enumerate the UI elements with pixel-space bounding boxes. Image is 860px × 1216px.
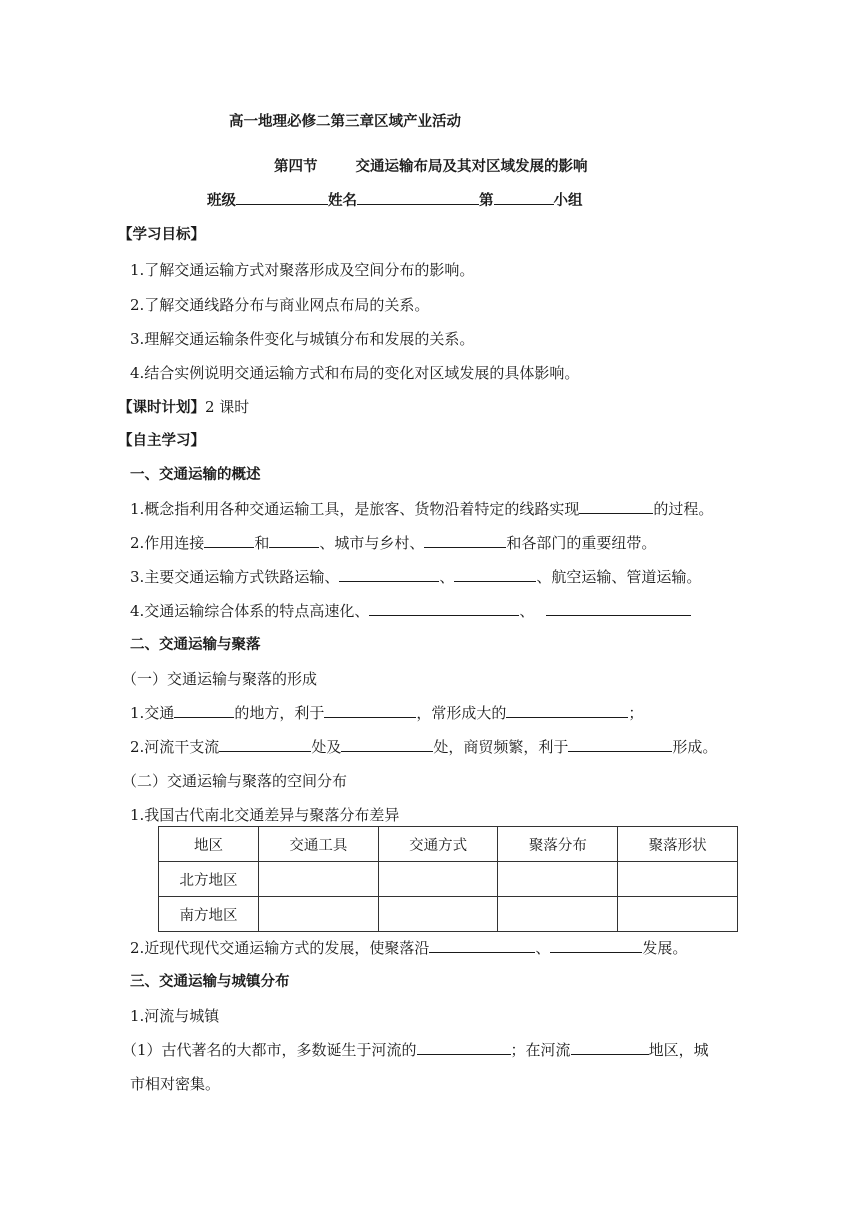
text: 、航空运输、管道运输。 bbox=[536, 568, 702, 586]
table-header-cell: 交通工具 bbox=[258, 827, 378, 862]
part2-line1 bbox=[130, 703, 643, 723]
part2-subheading-2: （二）交通运输与聚落的空间分布 bbox=[122, 772, 348, 790]
fill-blank[interactable] bbox=[429, 938, 535, 953]
settlement-comparison-table bbox=[158, 826, 738, 932]
fill-blank[interactable] bbox=[568, 737, 672, 752]
fill-blank[interactable] bbox=[506, 703, 628, 718]
table-cell[interactable] bbox=[498, 897, 618, 932]
table-row bbox=[159, 862, 738, 897]
text: 、 bbox=[535, 939, 551, 957]
student-info-line bbox=[207, 190, 583, 211]
class-blank[interactable] bbox=[236, 190, 328, 205]
part2-heading: 二、交通运输与聚落 bbox=[130, 637, 261, 653]
objective-item: 4.结合实例说明交通运输方式和布局的变化对区域发展的具体影响。 bbox=[130, 364, 580, 382]
table-cell[interactable] bbox=[618, 862, 738, 897]
text: 、 bbox=[439, 568, 455, 586]
row-label-south: 南方地区 bbox=[159, 897, 259, 932]
text: 和 bbox=[254, 534, 270, 552]
text: 发展。 bbox=[642, 939, 688, 957]
text: 3.主要交通运输方式铁路运输、 bbox=[130, 568, 340, 586]
table-cell[interactable] bbox=[498, 862, 618, 897]
fill-blank[interactable] bbox=[369, 601, 519, 616]
fill-blank[interactable] bbox=[571, 1040, 649, 1055]
fill-blank[interactable] bbox=[219, 737, 311, 752]
text: 1.交通 bbox=[130, 704, 175, 722]
part3-line1: 1.河流与城镇 bbox=[130, 1007, 220, 1025]
part3-line2 bbox=[122, 1040, 709, 1060]
part1-line2 bbox=[130, 533, 656, 553]
objective-item: 2.了解交通线路分布与商业网点布局的关系。 bbox=[130, 296, 430, 314]
part1-heading: 一、交通运输的概述 bbox=[130, 467, 261, 483]
text: 形成。 bbox=[672, 738, 718, 756]
table-header-row bbox=[159, 827, 738, 862]
part1-line3 bbox=[130, 567, 701, 587]
fill-blank[interactable] bbox=[204, 533, 254, 548]
part2-line2 bbox=[130, 737, 717, 757]
class-label: 班级 bbox=[207, 193, 236, 209]
table-cell[interactable] bbox=[258, 897, 378, 932]
group-blank[interactable] bbox=[494, 190, 554, 205]
name-blank[interactable] bbox=[357, 190, 479, 205]
fill-blank[interactable] bbox=[454, 567, 536, 582]
text: 处及 bbox=[311, 738, 342, 756]
objective-item: 3.理解交通运输条件变化与城镇分布和发展的关系。 bbox=[130, 330, 475, 348]
text: 的地方，利于 bbox=[234, 704, 325, 722]
group-prefix: 第 bbox=[479, 193, 494, 209]
part3-line3: 市相对密集。 bbox=[130, 1075, 221, 1093]
table-header-cell: 地区 bbox=[159, 827, 259, 862]
plan-value: 2 课时 bbox=[205, 398, 250, 416]
text: 、城市与乡村、 bbox=[319, 534, 425, 552]
text: 2.河流干支流 bbox=[130, 738, 220, 756]
text: ； bbox=[628, 704, 644, 722]
text: ；在河流 bbox=[510, 1041, 571, 1059]
fill-blank[interactable] bbox=[550, 938, 642, 953]
row-label-north: 北方地区 bbox=[159, 862, 259, 897]
fill-blank[interactable] bbox=[341, 737, 433, 752]
text: 、 bbox=[519, 602, 535, 620]
plan-heading: 【课时计划】 bbox=[118, 400, 205, 416]
part2-subheading-1: （一）交通运输与聚落的形成 bbox=[122, 670, 318, 688]
section-title: 交通运输布局及其对区域发展的影响 bbox=[355, 159, 588, 175]
text: 2.近现代现代交通运输方式的发展，使聚落沿 bbox=[130, 939, 430, 957]
fill-blank[interactable] bbox=[579, 499, 653, 514]
objectives-heading: 【学习目标】 bbox=[118, 227, 205, 243]
text: 地区，城 bbox=[648, 1041, 709, 1059]
text: 1.概念指利用各种交通运输工具，是旅客、货物沿着特定的线路实现 bbox=[130, 500, 580, 518]
document-title: 高一地理必修二第三章区域产业活动 bbox=[229, 114, 461, 130]
part2-line4 bbox=[130, 938, 687, 958]
text: （1）古代著名的大都市，多数诞生于河流的 bbox=[122, 1041, 417, 1059]
table-header-cell: 交通方式 bbox=[378, 827, 498, 862]
table-cell[interactable] bbox=[258, 862, 378, 897]
lesson-plan bbox=[118, 397, 249, 418]
section-heading bbox=[274, 157, 588, 177]
fill-blank[interactable] bbox=[324, 703, 416, 718]
part2-line3: 1.我国古代南北交通差异与聚落分布差异 bbox=[130, 806, 400, 824]
fill-blank[interactable] bbox=[546, 601, 691, 616]
table-header-cell: 聚落形状 bbox=[618, 827, 738, 862]
text: 和各部门的重要纽带。 bbox=[506, 534, 657, 552]
table-row bbox=[159, 897, 738, 932]
text: ，常形成大的 bbox=[416, 704, 507, 722]
fill-blank[interactable] bbox=[339, 567, 439, 582]
part1-line1 bbox=[130, 499, 713, 519]
self-study-heading: 【自主学习】 bbox=[118, 433, 205, 449]
table-header-cell: 聚落分布 bbox=[498, 827, 618, 862]
part3-heading: 三、交通运输与城镇分布 bbox=[130, 974, 290, 990]
fill-blank[interactable] bbox=[417, 1040, 511, 1055]
name-label: 姓名 bbox=[328, 193, 357, 209]
text: 的过程。 bbox=[653, 500, 714, 518]
fill-blank[interactable] bbox=[174, 703, 234, 718]
table-cell[interactable] bbox=[378, 897, 498, 932]
part1-line4 bbox=[130, 601, 691, 621]
fill-blank[interactable] bbox=[424, 533, 506, 548]
text: 2.作用连接 bbox=[130, 534, 205, 552]
section-number: 第四节 bbox=[274, 159, 318, 175]
table-cell[interactable] bbox=[378, 862, 498, 897]
objective-item: 1.了解交通运输方式对聚落形成及空间分布的影响。 bbox=[130, 261, 475, 279]
fill-blank[interactable] bbox=[269, 533, 319, 548]
text: 处，商贸频繁，利于 bbox=[433, 738, 569, 756]
group-suffix: 小组 bbox=[553, 193, 583, 209]
text: 4.交通运输综合体系的特点高速化、 bbox=[130, 602, 370, 620]
table-cell[interactable] bbox=[618, 897, 738, 932]
